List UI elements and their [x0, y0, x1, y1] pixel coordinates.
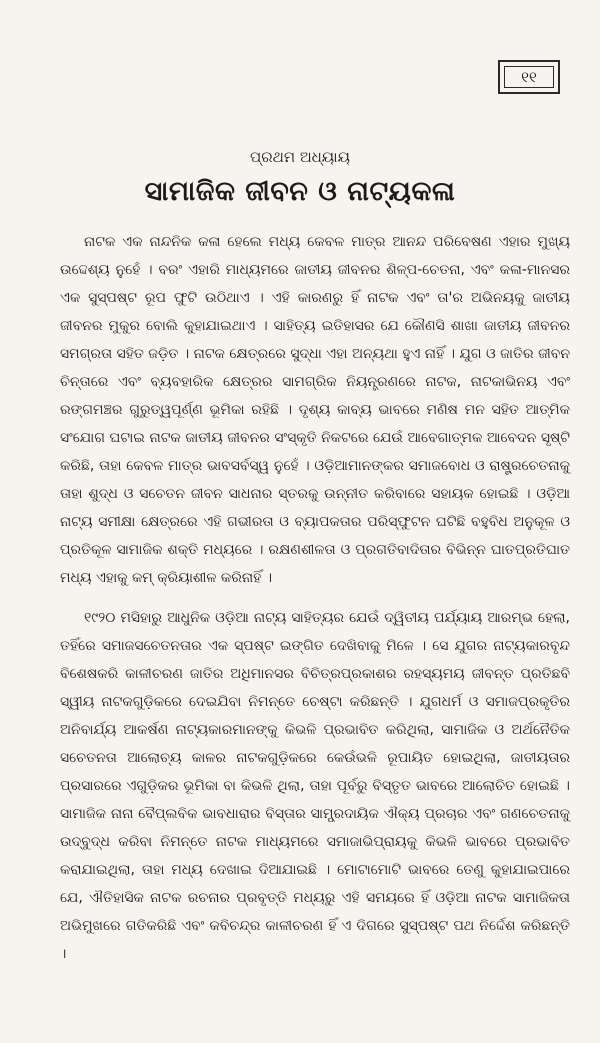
paragraph — [60, 604, 570, 968]
page-number-text: ୧୧ — [521, 68, 537, 86]
paragraph-text: ୧୯୨୦ ମସିହାରୁ ଆଧୁନିକ ଓଡ଼ିଆ ନାଟ୍ୟ ସାହିତ୍ୟର ଯେଉଁ ଦ୍ୱିତୀୟ ପର୍ଯ୍ୟାୟ ଆରମ୍ଭ ହେଲା, ତହିଁରେ ସମାଜସଚେତନତାର ଏକ ସ୍ପଷ୍ଟ ଇଙ୍ଗିତ ଦେଖିବାକୁ ମିଳେ । ସେ ଯୁଗର ନାଟ୍ୟକାରବୃନ୍ଦ ବିଶେଷକରି କାଳୀଚରଣ ଜାତିର ଅଧିମାନସର ବିଚିତ୍ରପ୍ରକାଶର ରହସ୍ୟମୟ ଜୀବନ୍ତ ପ୍ରତିଛବି ସ୍ୱୀୟ ନାଟକଗୁଡ଼ିକରେ ଦେଇଯିବା ନିମନ୍ତେ ଚେଷ୍ଟା କରିଛନ୍ତି । ଯୁଗଧର୍ମ ଓ ସମାଜପ୍ରକୃତିର ଅନିବାର୍ଯ୍ୟ ଆକର୍ଷଣ ନାଟ୍ୟକାରମାନଙ୍କୁ କିଭଳି ପ୍ରଭାବିତ କରିଥିଲା, ସାମାଜିକ ଓ ଅର୍ଥନୈତିକ ସଚେତନତା ଆଲୋଚ୍ୟ କାଳର ନାଟକଗୁଡ଼ିକରେ କେଉଁଭଳି ରୂପାୟିତ ହୋଇଥିଲା, ଜାତୀୟତାର ପ୍ରସାରରେ ଏଗୁଡ଼ିକର ଭୂମିକା ବା କିଭଳି ଥିଲା, ତାହା ପୂର୍ବରୁ ବିସ୍ତୃତ ଭାବରେ ଆଲୋଚିତ ହୋଇଛି । ସାମାଜିକ ନାନା ବୈପ୍ଲବିକ ଭାବଧାରାର ବିସ୍ତାର ସାମ୍ପ୍ରଦାୟିକ ଐକ୍ୟ ପ୍ରଚାର ଏବଂ ଗଣଚେତନାକୁ ଉଦ୍‌ବୁଦ୍ଧ କରିବା ନିମନ୍ତେ ନାଟକ ମାଧ୍ୟମରେ ସମାଜାଭିପ୍ରାୟକୁ କିଭଳି ଭାବରେ ପ୍ରଭାବିତ କରାଯାଇଥିଲା, ତାହା ମଧ୍ୟ ଦେଖାଇ ଦିଆଯାଇଛି । ମୋଟାମୋଟି ଭାବରେ ତେଣୁ କୁହାଯାଇପାରେ ଯେ, ଐତିହାସିକ ନାଟକ ରଚନାର ପ୍ରବୃତ୍ତି ମଧ୍ୟରୁ ଏହି ସମୟରେ ହିଁ ଓଡ଼ିଆ ନାଟକ ସାମାଜିକତା ଅଭିମୁଖରେ ଗତିକରିଛି ଏବଂ କବିଚନ୍ଦ୍ର କାଳୀଚରଣ ହିଁ ଏ ଦିଗରେ ସୁସ୍ପଷ୍ଟ ପଥ ନିର୍ଦ୍ଦେଶ କରିଛନ୍ତି । — [60, 610, 570, 962]
paragraph — [60, 228, 570, 592]
page-number-frame — [504, 66, 554, 88]
paragraph-text: ନାଟକ ଏକ ନାନ୍ଦନିକ କଳା ହେଲେ ମଧ୍ୟ କେବଳ ମାତ୍ର ଆନନ୍ଦ ପରିବେଷଣ ଏହାର ମୁଖ୍ୟ ଉଦ୍ଦେଶ୍ୟ ନୁହେଁ । ବରଂ ଏହାରି ମାଧ୍ୟମରେ ଜାତୀୟ ଜୀବନର ଶିଳ୍ପ-ଚେତନା, ଏବଂ କଳା-ମାନସର ଏକ ସୁସ୍ପଷ୍ଟ ରୂପ ଫୁଟି ଉଠିଥାଏ । ଏହି କାରଣରୁ ହିଁ ନାଟକ ଏବଂ ତା'ର ଅଭିନୟକୁ ଜାତୀୟ ଜୀବନର ମୁକୁର ବୋଲି କୁହାଯାଇଥାଏ । ସାହିତ୍ୟ ଇତିହାସର ଯେ କୌଣସି ଶାଖା ଜାତୀୟ ଜୀବନର ସମଗ୍ରତା ସହିତ ଜଡ଼ିତ । ନାଟକ କ୍ଷେତ୍ରରେ ସୁଦ୍ଧା ଏହା ଅନ୍ୟଥା ହୁଏ ନାହିଁ । ଯୁଗ ଓ ଜାତିର ଜୀବନ ଚିନ୍ତାରେ ଏବଂ ବ୍ୟବହାରିକ କ୍ଷେତ୍ରର ସାମଗ୍ରିକ ନିୟନ୍ତ୍ରଣରେ ନାଟକ, ନାଟକାଭିନୟ ଏବଂ ରଙ୍ଗମଞ୍ଚର ଗୁରୁତ୍ୱପୂର୍ଣ୍ଣ ଭୂମିକା ରହିଛି । ଦୃଶ୍ୟ କାବ୍ୟ ଭାବରେ ମଣିଷ ମନ ସହିତ ଆତ୍ମିକ ସଂଯୋଗ ଘଟାଇ ନାଟକ ଜାତୀୟ ଜୀବନର ସଂସ୍କୃତି ନିକଟରେ ଯେଉଁ ଆବେଗାତ୍ମକ ଆବେଦନ ସୃଷ୍ଟି କରିଛି, ତାହା କେବଳ ମାତ୍ର ଭାବସର୍ବସ୍ୱ ନୁହେଁ । ଓଡ଼ିଆମାନଙ୍କର ସମାଜବୋଧ ଓ ରାଷ୍ଟ୍ରଚେତନାକୁ ତାହା ଶୁଦ୍ଧ ଓ ସଚେତନ ଜୀବନ ସାଧନାର ସ୍ତରକୁ ଉନ୍ନୀତ କରିବାରେ ସହାୟକ ହୋଇଛି । ଓଡ଼ିଆ ନାଟ୍ୟ ସମୀକ୍ଷା କ୍ଷେତ୍ରରେ ଏହି ଗଭୀରତା ଓ ବ୍ୟାପକତାର ପରିସ୍ଫୁଟନ ଘଟିଛି ବହୁବିଧ ଅନୁକୂଳ ଓ ପ୍ରତିକୂଳ ସାମାଜିକ ଶକ୍ତି ମଧ୍ୟରେ । ରକ୍ଷଣଶୀଳତା ଓ ପ୍ରଗତିବାଦିତାର ବିଭିନ୍ନ ଘାତପ୍ରତିଘାତ ମଧ୍ୟ ଏହାକୁ କମ୍ କ୍ରିୟାଶୀଳ କରିନାହିଁ । — [60, 234, 570, 586]
chapter-label: ପ୍ରଥମ ଅଧ୍ୟାୟ — [250, 148, 350, 166]
page-number — [498, 60, 560, 94]
body-text — [60, 228, 570, 968]
chapter-title: ସାମାଜିକ ଜୀବନ ଓ ନାଟ୍ୟକଳା — [144, 176, 456, 207]
